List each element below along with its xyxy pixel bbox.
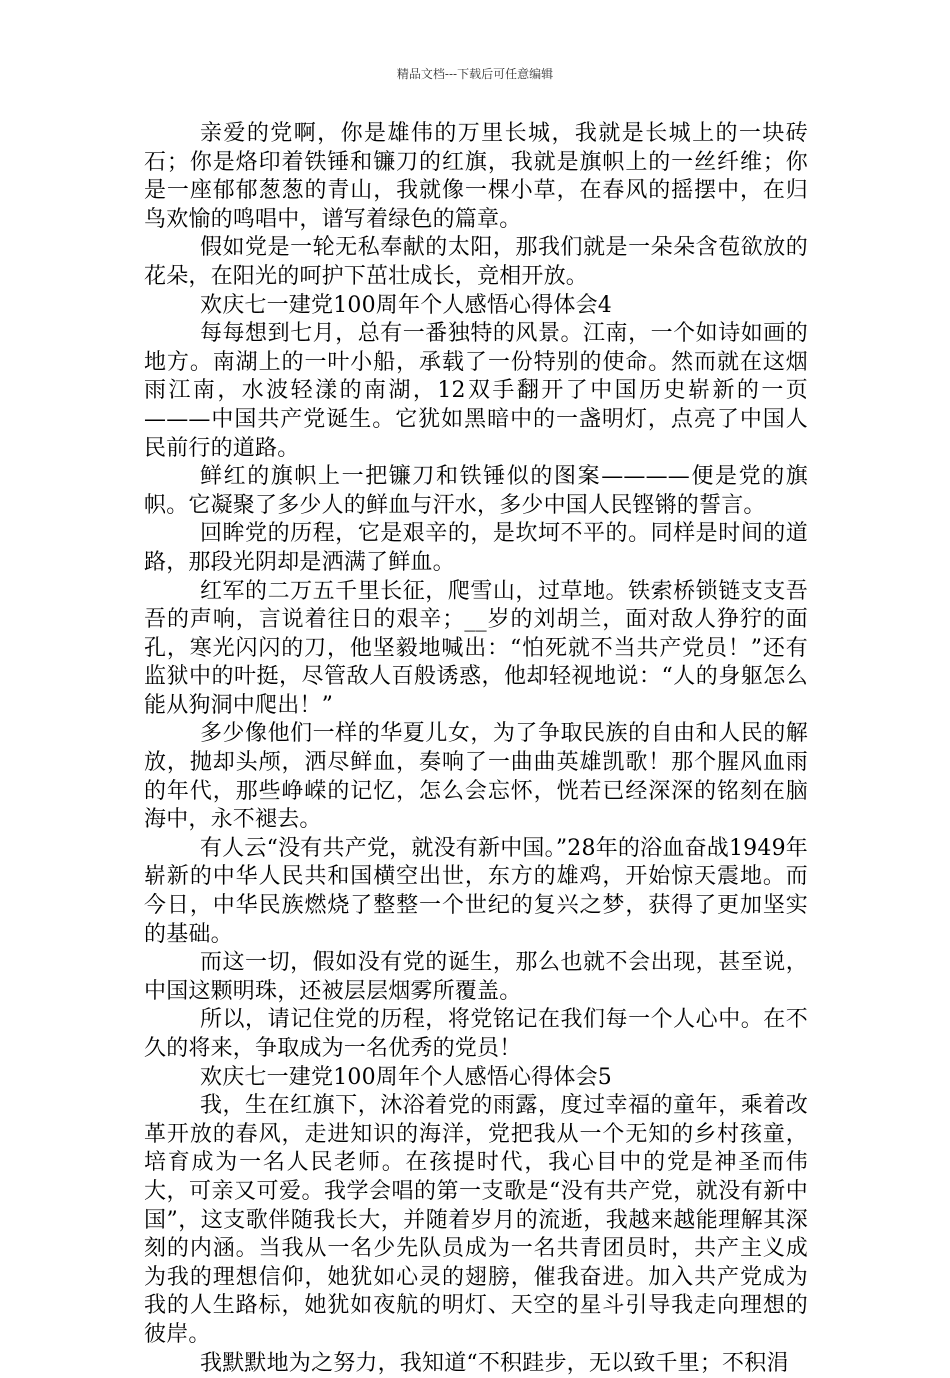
paragraph: 鲜红的旗帜上一把镰刀和铁锤似的图案————便是党的旗帜。它凝聚了多少人的鲜血与汗水，多少中国人民铿锵的誓言。 xyxy=(144,464,808,518)
paragraph: 我默默地为之努力，我知道“不积跬步，无以致千里；不积涓 xyxy=(200,1350,789,1376)
page-header: 精品文档---下载后可任意编辑 xyxy=(396,67,554,81)
paragraph: 回眸党的历程，它是艰辛的，是坎坷不平的。同样是时间的道路，那段光阴却是洒满了鲜血。 xyxy=(144,521,808,575)
paragraph: 而这一切，假如没有党的诞生，那么也就不会出现，甚至说，中国这颗明珠，还被层层烟雾所覆盖。 xyxy=(144,950,808,1004)
section-heading: 欢庆七一建党100周年个人感悟心得体会4 xyxy=(200,292,612,318)
section-heading: 欢庆七一建党100周年个人感悟心得体会5 xyxy=(200,1064,612,1090)
paragraph: 所以，请记住党的历程，将党铭记在我们每一个人心中。在不久的将来，争取成为一名优秀的党员！ xyxy=(144,1007,808,1061)
paragraph: 多少像他们一样的华夏儿女，为了争取民族的自由和人民的解放，抛却头颅，洒尽鲜血，奏响了一曲曲英雄凯歌！那个腥风血雨的年代，那些峥嵘的记忆，怎么会忘怀，恍若已经深深的铭刻在脑海中，永不褪去。 xyxy=(144,721,808,833)
paragraph: 红军的二万五千里长征，爬雪山，过草地。铁索桥锁链支支吾吾的声响，言说着往日的艰辛；__岁的刘胡兰，面对敌人狰狞的面孔，寒光闪闪的刀，他坚毅地喊出：“怕死就不当共产党员！”还有监狱中的叶挺，尽管敌人百般诱惑，他却轻视地说：“人的身躯怎么能从狗洞中爬出！” xyxy=(144,578,808,718)
paragraph: 我，生在红旗下，沐浴着党的雨露，度过幸福的童年，乘着改革开放的春风，走进知识的海洋，党把我从一个无知的乡村孩童，培育成为一名人民老师。在孩提时代，我心目中的党是神圣而伟大，可亲又可爱。我学会唱的第一支歌是“没有共产党，就没有新中国”，这支歌伴随我长大，并随着岁月的流逝，我越来越能理解其深刻的内涵。当我从一名少先队员成为一名共青团员时，共产主义成为我的理想信仰，她犹如心灵的翅膀，催我奋进。加入共产党成为我的人生路标，她犹如夜航的明灯、天空的星斗引导我走向理想的彼岸。 xyxy=(144,1093,808,1347)
document-body xyxy=(144,120,808,1378)
paragraph: 亲爱的党啊，你是雄伟的万里长城，我就是长城上的一块砖石；你是烙印着铁锤和镰刀的红旗，我就是旗帜上的一丝纤维；你是一座郁郁葱葱的青山，我就像一棵小草，在春风的摇摆中，在归鸟欢愉的鸣唱中，谱写着绿色的篇章。 xyxy=(144,121,808,232)
paragraph: 每每想到七月，总有一番独特的风景。江南，一个如诗如画的地方。南湖上的一叶小船，承载了一份特别的使命。然而就在这烟雨江南，水波轻漾的南湖，12双手翻开了中国历史崭新的一页———中国共产党诞生。它犹如黑暗中的一盏明灯，点亮了中国人民前行的道路。 xyxy=(144,321,808,461)
paragraph: 有人云“没有共产党，就没有新中国。”28年的浴血奋战1949年崭新的中华人民共和国横空出世，东方的雄鸡，开始惊天震地。而今日，中华民族燃烧了整整一个世纪的复兴之梦，获得了更加坚实的基础。 xyxy=(144,835,808,947)
paragraph: 假如党是一轮无私奉献的太阳，那我们就是一朵朵含苞欲放的花朵，在阳光的呵护下茁壮成长，竞相开放。 xyxy=(144,235,808,289)
